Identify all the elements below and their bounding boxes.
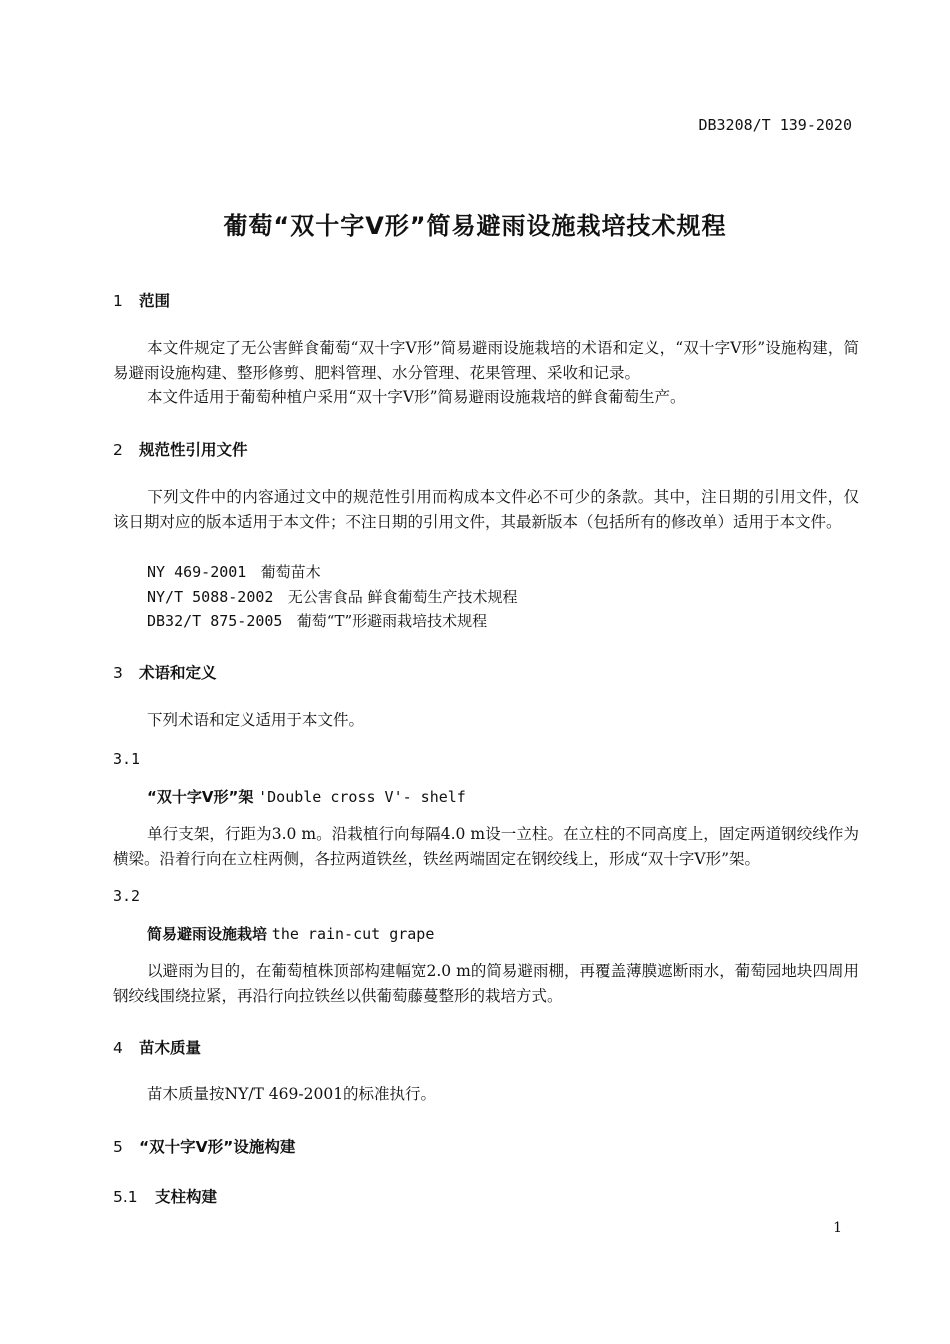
section-number: 4 — [113, 1039, 123, 1057]
term-definition — [113, 959, 859, 1008]
term-definition — [113, 822, 859, 871]
section-3-heading — [113, 661, 217, 683]
paragraph-text: 以避雨为目的，在葡萄植株顶部构建幅宽2.0 m的简易避雨棚，再覆盖薄膜遮断雨水，葡萄园地块四周用钢绞线围绕拉紧，再沿行向拉铁丝以供葡萄藤蔓整形的栽培方式。 — [113, 962, 859, 1005]
term-english: 'Double cross V'- shelf — [258, 788, 466, 806]
reference-code: NY 469-2001 — [147, 563, 247, 581]
reference-item — [147, 610, 487, 631]
term-heading — [147, 786, 466, 807]
section-title: 术语和定义 — [139, 664, 217, 682]
reference-name: 葡萄苗木 — [260, 563, 321, 581]
section-4-paragraph-1 — [113, 1082, 859, 1107]
section-number: 1 — [113, 292, 123, 310]
term-number: 3.1 — [113, 750, 141, 768]
section-title: “双十字Ⅴ形”设施构建 — [139, 1138, 296, 1156]
term-english: the rain-cut grape — [271, 925, 435, 943]
page-number: 1 — [833, 1220, 842, 1236]
subsection-number: 5.1 — [113, 1188, 138, 1206]
section-5-heading — [113, 1135, 295, 1157]
document-number: DB3208/T 139-2020 — [698, 116, 852, 134]
subsection-title: 支柱构建 — [155, 1188, 218, 1206]
paragraph-text: 本文件适用于葡萄种植户采用“双十字V形”简易避雨设施栽培的鲜食葡萄生产。 — [147, 388, 686, 406]
section-2-heading — [113, 438, 248, 460]
paragraph-text: 下列术语和定义适用于本文件。 — [147, 711, 365, 729]
paragraph-text: 本文件规定了无公害鲜食葡萄“双十字V形”简易避雨设施栽培的术语和定义，“双十字V形”设施构建，简易避雨设施构建、整形修剪、肥料管理、水分管理、花果管理、采收和记录。 — [113, 339, 859, 382]
section-title: 范围 — [139, 292, 171, 310]
subsection-5-1-heading — [113, 1185, 217, 1207]
paragraph-text: 下列文件中的内容通过文中的规范性引用而构成本文件必不可少的条款。其中，注日期的引用文件，仅该日期对应的版本适用于本文件；不注日期的引用文件，其最新版本（包括所有的修改单）适用于本文件。 — [113, 488, 859, 531]
section-number: 2 — [113, 441, 123, 459]
reference-name: 无公害食品 鲜食葡萄生产技术规程 — [287, 588, 518, 606]
section-number: 5 — [113, 1138, 123, 1156]
section-1-paragraph-2 — [113, 385, 859, 410]
reference-code: NY/T 5088-2002 — [147, 588, 274, 606]
term-chinese: “双十字Ⅴ形”架 — [147, 788, 254, 806]
section-2-paragraph-1 — [113, 485, 859, 534]
section-title: 苗木质量 — [139, 1039, 202, 1057]
paragraph-text: 单行支架，行距为3.0 m。沿栽植行向每隔4.0 m设一立柱。在立柱的不同高度上，固定两道钢绞线作为横梁。沿着行向在立柱两侧，各拉两道铁丝，铁丝两端固定在钢绞线上，形成“双十字V形”架。 — [113, 825, 859, 868]
reference-code: DB32/T 875-2005 — [147, 612, 283, 630]
section-title: 规范性引用文件 — [139, 441, 248, 459]
section-number: 3 — [113, 664, 123, 682]
document-title: 葡萄“双十字Ⅴ形”简易避雨设施栽培技术规程 — [223, 212, 727, 240]
section-1-paragraph-1 — [113, 336, 859, 385]
term-heading — [147, 923, 434, 944]
term-chinese: 简易避雨设施栽培 — [147, 925, 268, 943]
term-number: 3.2 — [113, 887, 141, 905]
section-4-heading — [113, 1036, 201, 1058]
reference-name: 葡萄“T”形避雨栽培技术规程 — [296, 612, 488, 630]
reference-item — [147, 586, 518, 607]
paragraph-text: 苗木质量按NY/T 469-2001的标准执行。 — [147, 1085, 437, 1103]
section-1-heading — [113, 289, 170, 311]
reference-item — [147, 561, 321, 582]
section-3-paragraph-1 — [113, 708, 859, 733]
